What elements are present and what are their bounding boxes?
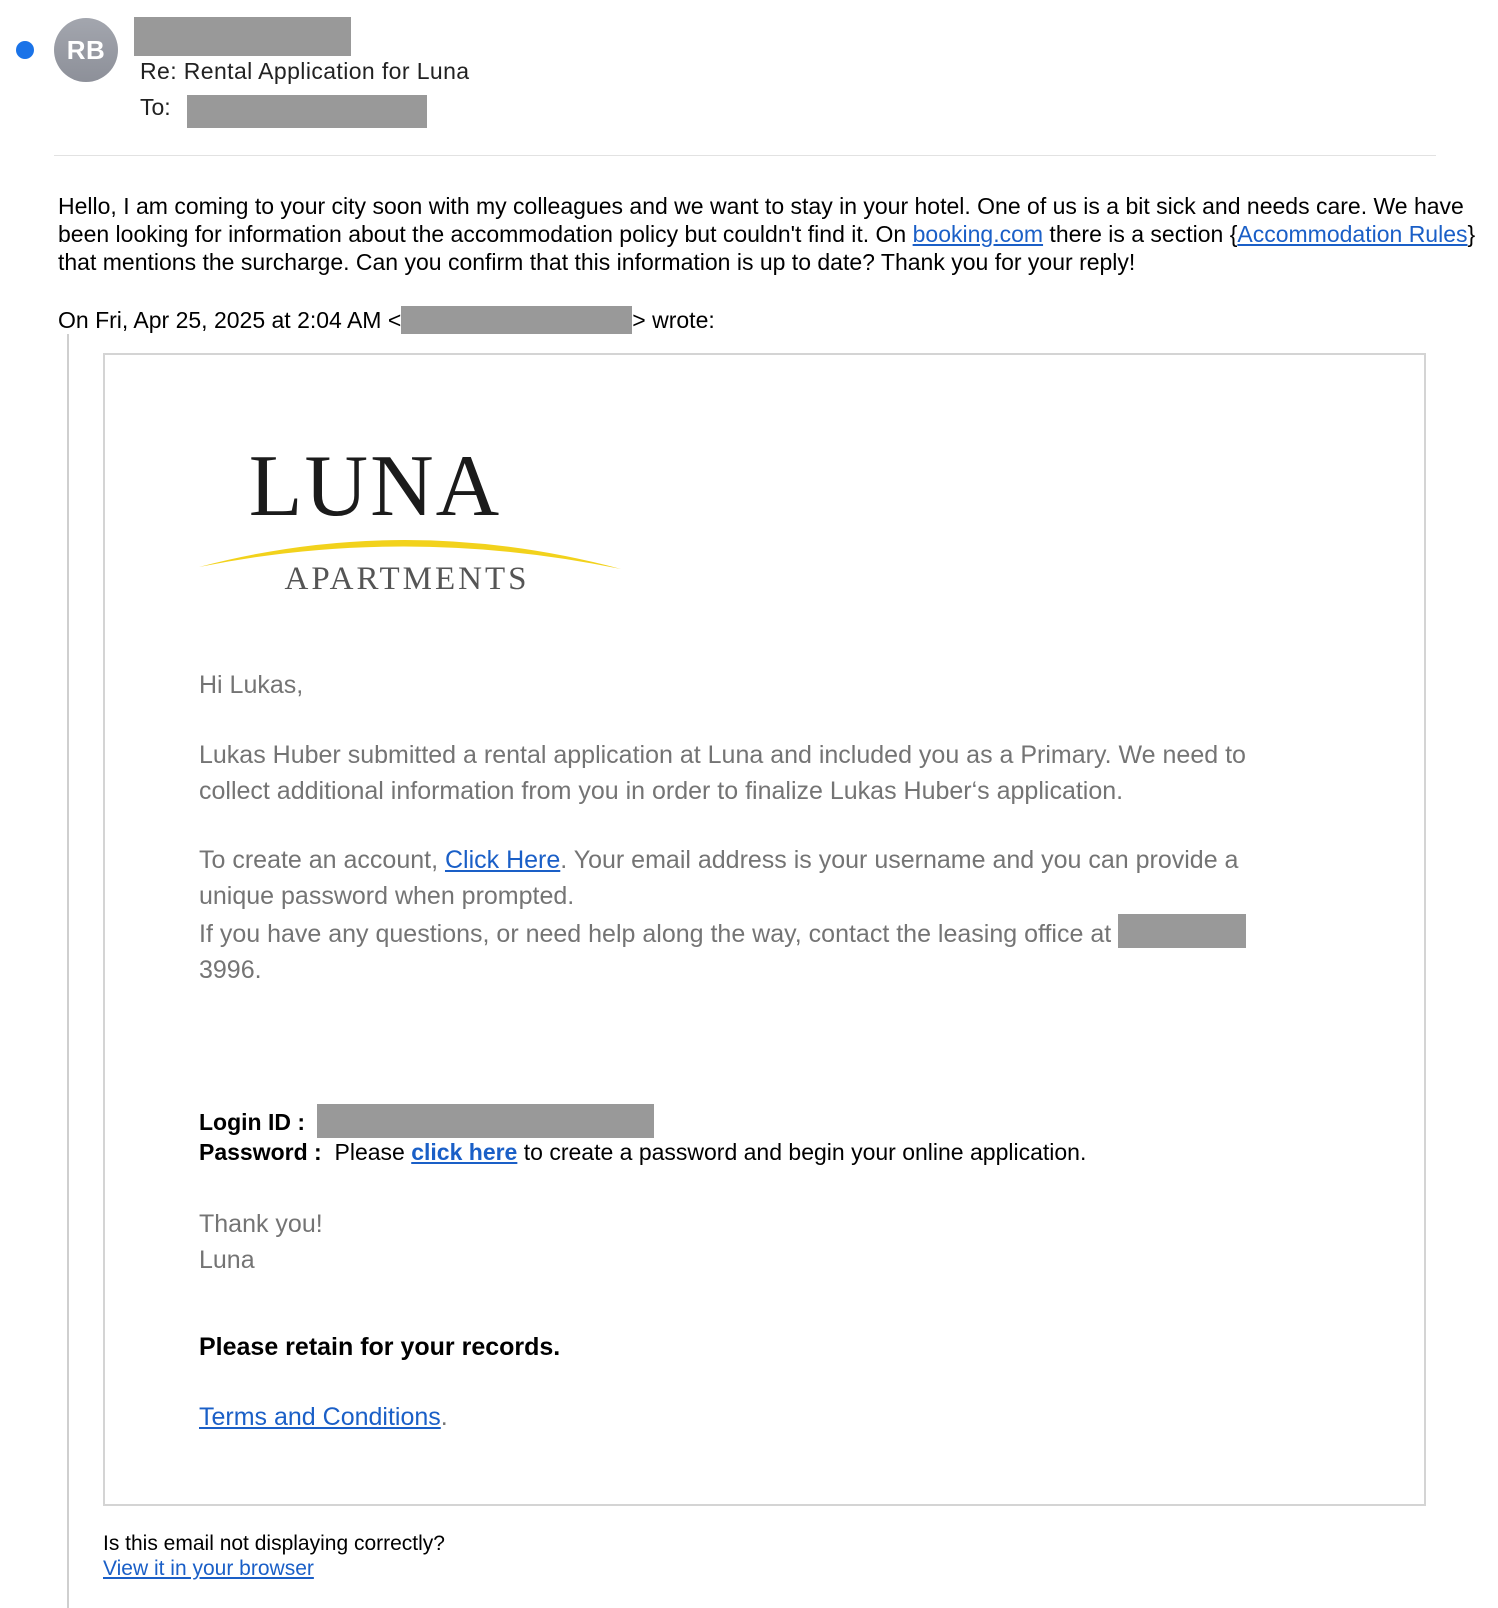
phone-redacted [1118,914,1246,948]
create-password-link[interactable]: click here [411,1139,518,1165]
account-paragraph [199,842,1309,988]
avatar-initials: RB [66,34,106,65]
terms-row [199,1403,448,1432]
create-account-link[interactable]: Click Here [444,846,561,874]
view-in-browser-link[interactable]: View it in your browser [103,1557,314,1580]
quote-attribution [58,306,715,334]
signature: Luna [199,1246,255,1274]
unread-indicator-icon [16,41,34,59]
reply-text-1: Hello, I am coming to your city soon with my colleagues and we want to stay in your hotel. One of us is a bit sick and needs care. We have been looking for information about the accommodation policy but couldn't find it. On [58,193,1464,247]
login-details [199,1104,1086,1167]
reply-text-2: there is a section { [1043,221,1238,247]
attribution-prefix: On Fri, Apr 25, 2025 at 2:04 AM < [58,307,402,333]
booking-link[interactable]: booking.com [912,221,1044,247]
quote-bar [67,334,69,1608]
accommodation-rules-link[interactable]: Accommodation Rules [1237,221,1468,247]
header-divider [54,155,1436,156]
password-prefix: Please [334,1139,412,1165]
to-label: To: [140,94,171,120]
contact-text: If you have any questions, or need help along the way, contact the leasing office at [199,920,1119,948]
recipient-redacted [187,95,427,128]
terms-suffix: . [440,1403,448,1431]
display-question: Is this email not displaying correctly? [103,1532,445,1555]
phone-suffix: 3996. [199,956,262,984]
terms-link[interactable]: Terms and Conditions [199,1403,441,1431]
account-text-prefix: To create an account, [199,846,445,874]
application-paragraph: Lukas Huber submitted a rental application at Luna and included you as a Primary. We need to collect additional information from you in order to finalize Lukas Huber‘s application. [199,741,1246,805]
greeting: Hi Lukas, [199,671,304,699]
reply-body [58,192,1478,276]
login-id-redacted [317,1104,654,1138]
quoted-email-card [103,353,1426,1506]
sender-email-redacted [401,306,632,334]
thanks-text: Thank you! [199,1210,323,1238]
email-subject: Re: Rental Application for Luna [140,58,470,84]
password-suffix: to create a password and begin your online application. [517,1139,1087,1165]
logo-subtitle: APARTMENTS [284,561,530,597]
logo-title: LUNA [248,438,502,535]
attribution-suffix: > wrote: [632,307,715,333]
login-id-label: Login ID : [199,1109,306,1135]
luna-logo [197,437,637,607]
password-label: Password : [199,1139,322,1165]
account-text-suffix: . Your email address is your username and you can provide a unique password when prompted. [199,846,1239,910]
view-in-browser-row [103,1557,314,1581]
sender-redacted [134,17,351,56]
retain-notice: Please retain for your records. [199,1333,561,1361]
avatar[interactable] [54,18,118,82]
reply-text-3: } that mentions the surcharge. Can you confirm that this information is up to date? Thank you for your reply! [58,221,1476,275]
